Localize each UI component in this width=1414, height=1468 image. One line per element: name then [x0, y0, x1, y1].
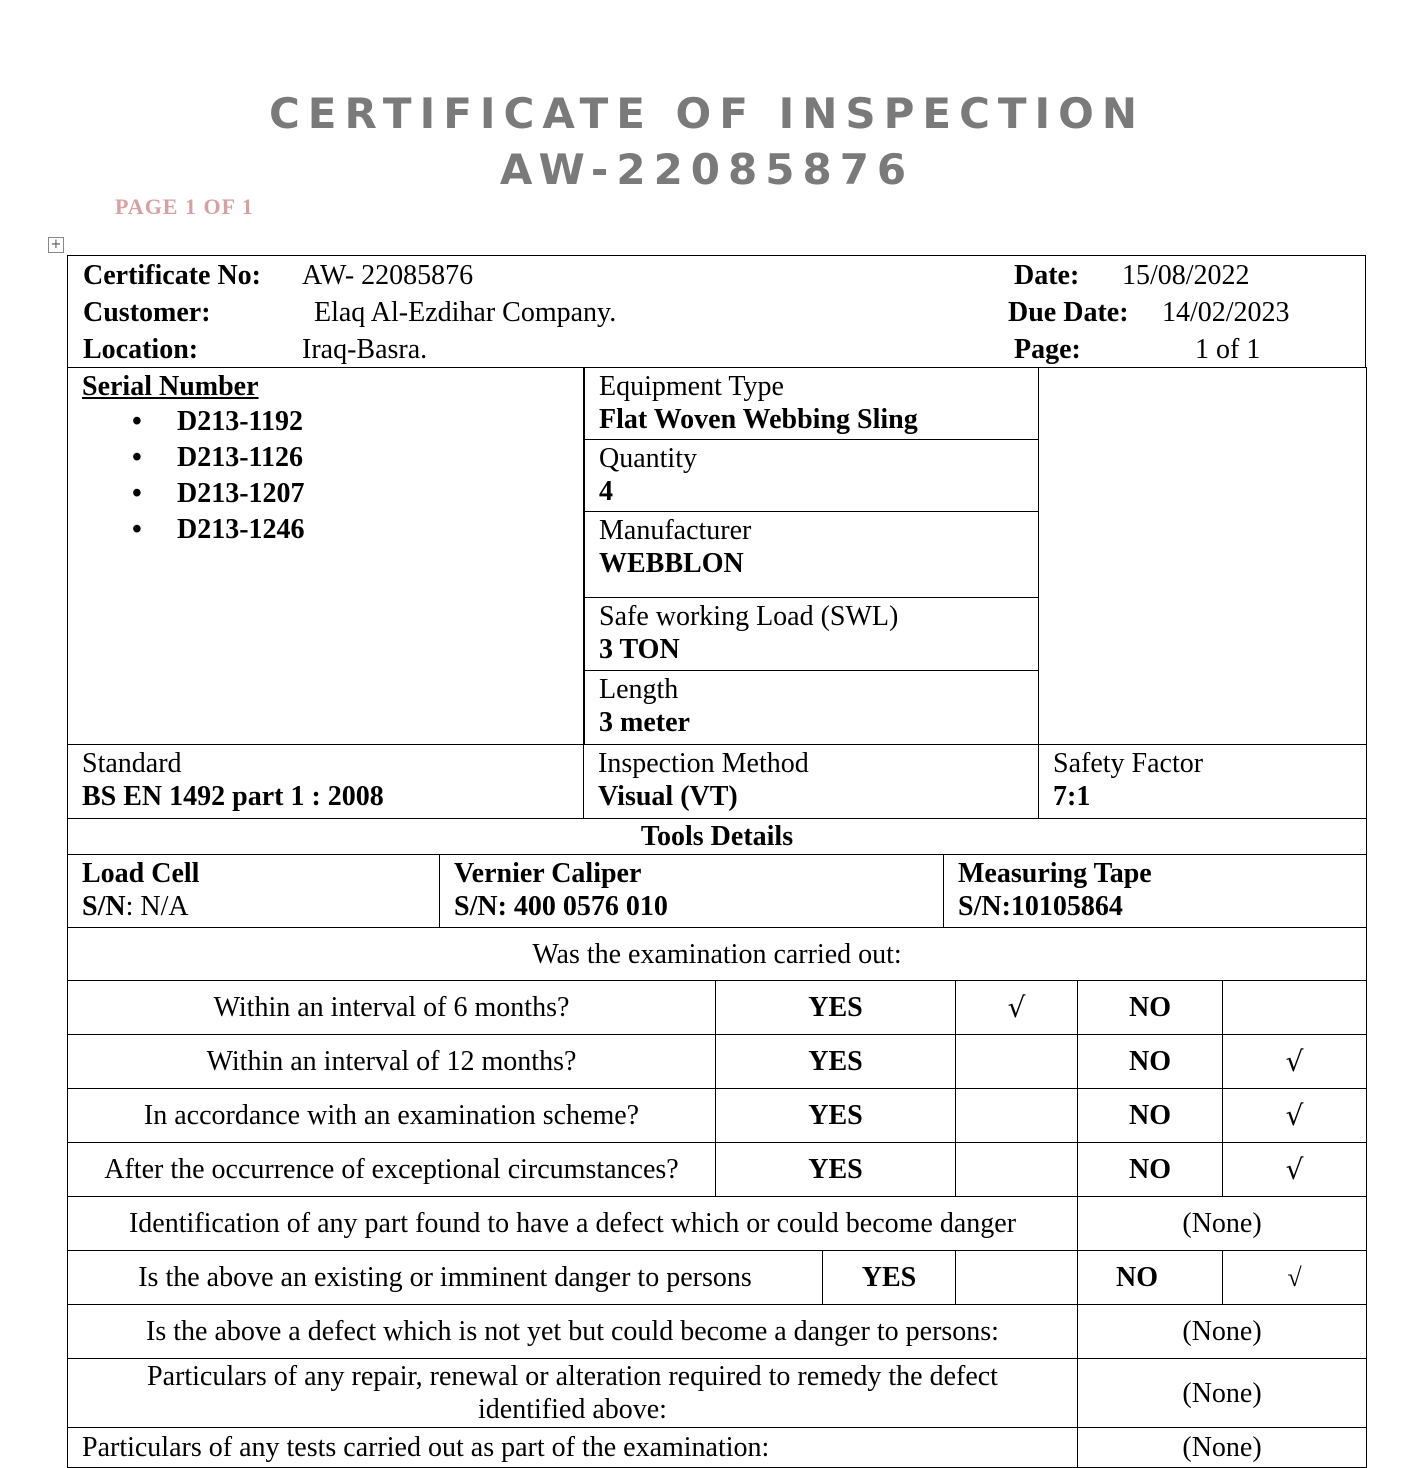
- no-label: NO: [1078, 1143, 1223, 1197]
- table-row: [68, 1359, 1367, 1428]
- date-label: Date:: [1014, 260, 1080, 291]
- yes-label: YES: [716, 1143, 956, 1197]
- no-checkmark-icon: √: [1223, 1035, 1367, 1089]
- equipment-type-label: Equipment Type: [599, 371, 784, 402]
- future-danger-label: Is the above a defect which is not yet but could become a danger to persons:: [68, 1305, 1078, 1359]
- question-12-months: Within an interval of 12 months?: [68, 1035, 716, 1089]
- no-checkmark-icon: √: [1223, 1251, 1367, 1305]
- swl-cell: [585, 598, 1039, 671]
- measuring-tape-name: Measuring Tape: [958, 858, 1152, 889]
- load-cell-cell: [68, 855, 440, 928]
- examination-heading: Was the examination carried out:: [68, 928, 1367, 981]
- certificate-document: [67, 255, 1366, 1468]
- no-check-empty: [1223, 981, 1367, 1035]
- no-label: NO: [1078, 1089, 1223, 1143]
- defect-identification-label: Identification of any part found to have a defect which or could become danger: [68, 1197, 1078, 1251]
- tests-particulars-value: (None): [1078, 1428, 1367, 1468]
- yes-label: YES: [716, 1035, 956, 1089]
- yes-label: YES: [716, 1089, 956, 1143]
- equipment-type-cell: [585, 368, 1039, 440]
- no-label: NO: [1078, 1251, 1223, 1305]
- yes-checkmark-icon: √: [956, 981, 1078, 1035]
- vernier-caliper-sn: S/N: 400 0576 010: [454, 891, 668, 922]
- repair-particulars-line-1: Particulars of any repair, renewal or alteration required to remedy the defect: [147, 1361, 998, 1392]
- load-cell-name: Load Cell: [82, 858, 200, 889]
- blank-cell: [1039, 368, 1367, 745]
- question-examination-scheme: In accordance with an examination scheme?: [68, 1089, 716, 1143]
- page-indicator: PAGE 1 OF 1: [115, 194, 254, 219]
- customer-label: Customer:: [83, 297, 211, 328]
- repair-particulars-line-2: identified above:: [478, 1394, 667, 1425]
- table-row: [68, 981, 1367, 1035]
- yes-check-empty: [956, 1143, 1078, 1197]
- load-cell-sn-value: : N/A: [125, 891, 189, 922]
- header-block: [67, 255, 1366, 367]
- table-row: [68, 1251, 1367, 1305]
- question-6-months: Within an interval of 6 months?: [68, 981, 716, 1035]
- table-row: [68, 1197, 1367, 1251]
- tests-particulars-label: Particulars of any tests carried out as part of the examination:: [68, 1428, 1078, 1468]
- question-exceptional-circumstances: After the occurrence of exceptional circumstances?: [68, 1143, 716, 1197]
- standard-label: Standard: [82, 748, 182, 779]
- quantity-label: Quantity: [599, 443, 697, 474]
- safety-factor-label: Safety Factor: [1053, 748, 1204, 779]
- inspection-method-value: Visual (VT): [598, 781, 738, 812]
- yes-check-empty: [956, 1089, 1078, 1143]
- table-row: [68, 1089, 1367, 1143]
- serial-item: • D213-1192: [132, 406, 303, 437]
- load-cell-sn-label: S/N: [82, 891, 126, 922]
- yes-label: YES: [716, 981, 956, 1035]
- page-value: 1 of 1: [1195, 334, 1261, 365]
- yes-label: YES: [823, 1251, 956, 1305]
- inspection-method-cell: [584, 745, 1039, 819]
- certificate-title: CERTIFICATE OF INSPECTION: [268, 89, 1146, 138]
- manufacturer-value: WEBBLON: [599, 548, 744, 579]
- table-move-handle-icon[interactable]: +: [48, 237, 64, 253]
- location-label: Location:: [83, 334, 199, 365]
- swl-value: 3 TON: [599, 634, 680, 665]
- measuring-tape-cell: [944, 855, 1367, 928]
- quantity-cell: [585, 440, 1039, 512]
- repair-particulars-value: (None): [1078, 1359, 1367, 1428]
- yes-check-empty: [956, 1251, 1078, 1305]
- defect-identification-value: (None): [1078, 1197, 1367, 1251]
- quantity-value: 4: [599, 476, 613, 507]
- date-value: 15/08/2022: [1122, 260, 1250, 291]
- length-cell: [585, 671, 1039, 745]
- table-row: [68, 1143, 1367, 1197]
- future-danger-value: (None): [1078, 1305, 1367, 1359]
- due-date-value: 14/02/2023: [1162, 297, 1290, 328]
- equipment-details-cell: [584, 368, 1039, 745]
- manufacturer-label: Manufacturer: [599, 515, 752, 546]
- tools-table: [67, 819, 1367, 928]
- standard-value: BS EN 1492 part 1 : 2008: [82, 781, 384, 812]
- swl-label: Safe working Load (SWL): [599, 601, 899, 632]
- no-checkmark-icon: √: [1223, 1143, 1367, 1197]
- no-checkmark-icon: √: [1223, 1089, 1367, 1143]
- certificate-no-label: Certificate No:: [83, 260, 262, 291]
- tools-heading: Tools Details: [68, 819, 1367, 855]
- serial-number-cell: [68, 368, 584, 745]
- customer-value: Elaq Al-Ezdihar Company.: [314, 297, 617, 328]
- no-label: NO: [1078, 981, 1223, 1035]
- yes-check-empty: [956, 1035, 1078, 1089]
- serial-item: • D213-1246: [132, 514, 305, 545]
- standard-cell: [68, 745, 584, 819]
- certificate-no-value: AW- 22085876: [302, 260, 474, 291]
- location-value: Iraq-Basra.: [302, 334, 428, 365]
- serial-number-list: [82, 405, 569, 549]
- equipment-table: [67, 367, 1367, 819]
- vernier-caliper-cell: [440, 855, 944, 928]
- certificate-number-title: AW-22085876: [499, 145, 915, 194]
- serial-item: • D213-1126: [132, 442, 303, 473]
- vernier-caliper-name: Vernier Caliper: [454, 858, 642, 889]
- length-label: Length: [599, 674, 679, 705]
- table-row: [68, 1035, 1367, 1089]
- page-label: Page:: [1014, 334, 1081, 365]
- measuring-tape-sn: S/N:10105864: [958, 891, 1123, 922]
- length-value: 3 meter: [599, 707, 690, 738]
- no-label: NO: [1078, 1035, 1223, 1089]
- equipment-type-value: Flat Woven Webbing Sling: [599, 404, 918, 435]
- examination-table: [67, 928, 1367, 1468]
- safety-factor-value: 7:1: [1053, 781, 1091, 812]
- repair-particulars-label: [68, 1359, 1078, 1428]
- safety-factor-cell: [1039, 745, 1367, 819]
- table-row: [68, 1428, 1367, 1468]
- serial-item: • D213-1207: [132, 478, 305, 509]
- inspection-method-label: Inspection Method: [598, 748, 809, 779]
- manufacturer-cell: [585, 512, 1039, 598]
- imminent-danger-label: Is the above an existing or imminent danger to persons: [68, 1251, 823, 1305]
- serial-number-label: Serial Number: [82, 371, 259, 402]
- due-date-label: Due Date:: [1008, 297, 1129, 328]
- table-row: [68, 1305, 1367, 1359]
